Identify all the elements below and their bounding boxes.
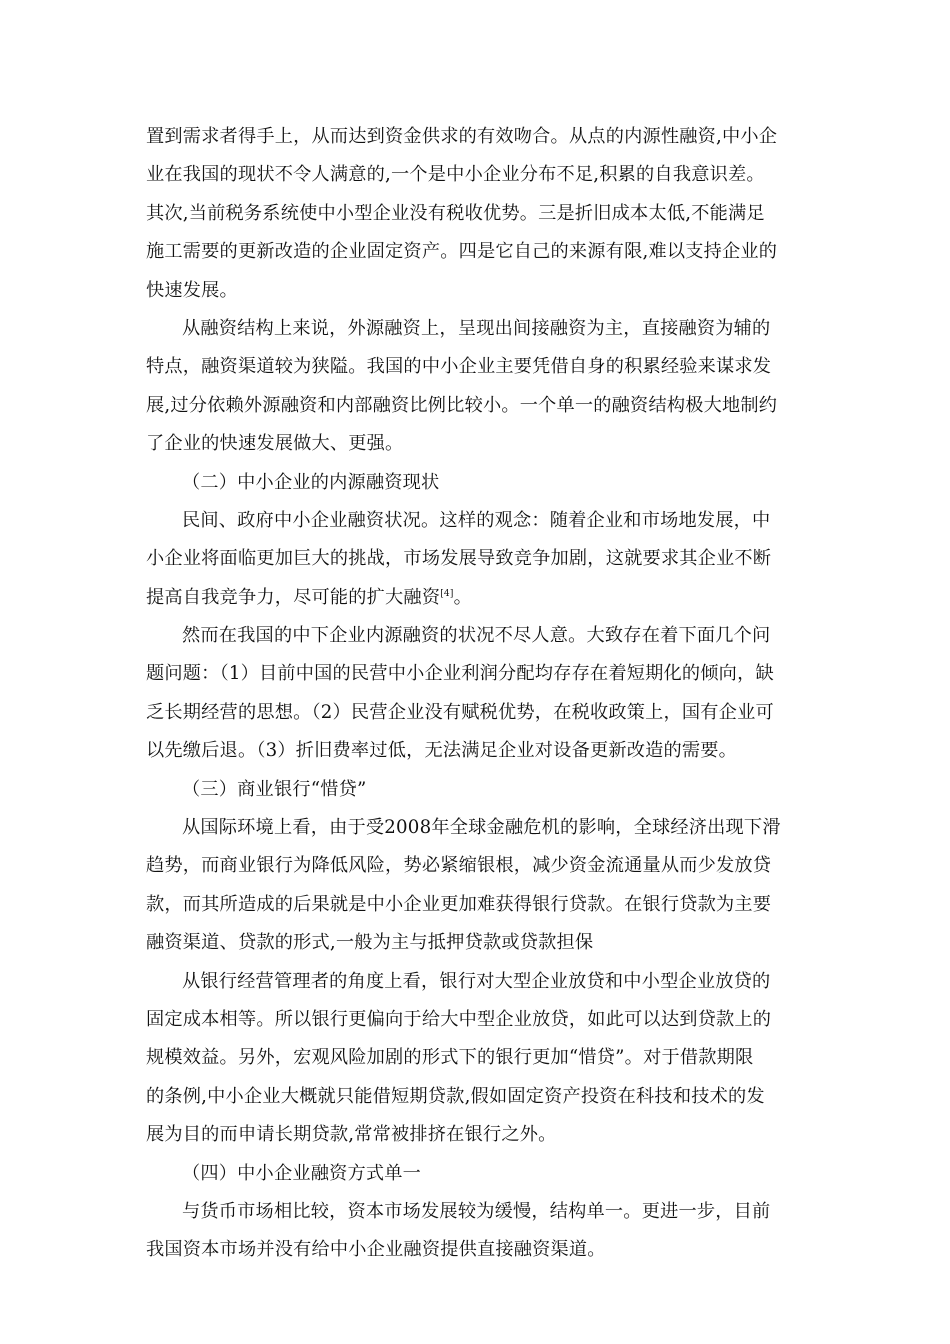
text-line: 小企业将面临更加巨大的挑战，市场发展导致竞争加剧，这就要求其企业不断 [146, 548, 772, 570]
text-line: 我国资本市场并没有给中小企业融资提供直接融资渠道。 [146, 1239, 606, 1261]
section-heading: （四）中小企业融资方式单一 [182, 1162, 422, 1184]
text-line: 与货币市场相比较，资本市场发展较为缓慢，结构单一。更进一步，目前 [182, 1200, 771, 1222]
text-line: 融资渠道、贷款的形式,一般为主与抵押贷款或贷款担保 [146, 932, 594, 954]
text-line: 然而在我国的中下企业内源融资的状况不尽人意。大致存在着下面几个问 [182, 625, 771, 647]
text-line: 置到需求者得手上，从而达到资金供求的有效吻合。从点的内源性融资,中小企 [146, 126, 778, 147]
text-line: 固定成本相等。所以银行更偏向于给大中型企业放贷，如此可以达到贷款上的 [146, 1008, 772, 1030]
text-line: 从银行经营管理者的角度上看，银行对大型企业放贷和中小型企业放贷的 [182, 970, 771, 992]
text-line: 展为目的而申请长期贷款,常常被排挤在银行之外。 [146, 1124, 557, 1146]
text-line: 的条例,中小企业大概就只能借短期贷款,假如固定资产投资在科技和技术的发 [146, 1085, 765, 1107]
text-line: 施工需要的更新改造的企业固定资产。四是它自己的来源有限,难以支持企业的 [146, 241, 778, 263]
text-line: 从融资结构上来说，外源融资上，呈现出间接融资为主，直接融资为辅的 [182, 317, 771, 339]
text-span: 。 [453, 586, 472, 608]
text-line: 业在我国的现状不令人满意的,一个是中小企业分布不足,积累的自我意识差。 [146, 164, 765, 186]
text-line [146, 579, 806, 617]
text-line: 以先缴后退。（3）折旧费率过低，无法满足企业对设备更新改造的需要。 [146, 740, 738, 762]
text-line: 其次,当前税务系统使中小型企业没有税收优势。三是折旧成本太低,不能满足 [146, 202, 765, 224]
text-line: 快速发展。 [146, 279, 238, 301]
text-line: 乏长期经营的思想。（2）民营企业没有赋税优势，在税收政策上，国有企业可 [146, 701, 774, 723]
text-line: 从国际环境上看，由于受2008年全球金融危机的影响，全球经济出现下滑 [182, 817, 781, 839]
text-line: 规模效益。另外，宏观风险加剧的形式下的银行更加“惜贷”。对于借款期限 [146, 1047, 754, 1069]
text-line: 展,过分依赖外源融资和内部融资比例比较小。一个单一的融资结构极大地制约 [146, 394, 778, 416]
text-span: 提高自我竞争力，尽可能的扩大融资 [146, 586, 441, 608]
text-line: 趋势，而商业银行为降低风险，势必紧缩银根，减少资金流通量从而少发放贷 [146, 855, 772, 877]
section-heading: （三）商业银行“惜贷” [182, 778, 367, 800]
text-line: 了企业的快速发展做大、更强。 [146, 433, 404, 455]
document-body [146, 118, 806, 1270]
text-line: 题问题：（1）目前中国的民营中小企业利润分配均存存在着短期化的倾向，缺 [146, 663, 774, 685]
text-line: 民间、政府中小企业融资状况。这样的观念：随着企业和市场地发展，中 [182, 509, 771, 531]
text-line: 特点，融资渠道较为狭隘。我国的中小企业主要凭借自身的积累经验来谋求发 [146, 356, 772, 378]
section-heading: （二）中小企业的内源融资现状 [182, 471, 440, 493]
citation-ref: [4] [440, 588, 454, 599]
text-line: 款，而其所造成的后果就是中小企业更加难获得银行贷款。在银行贷款为主要 [146, 893, 772, 915]
